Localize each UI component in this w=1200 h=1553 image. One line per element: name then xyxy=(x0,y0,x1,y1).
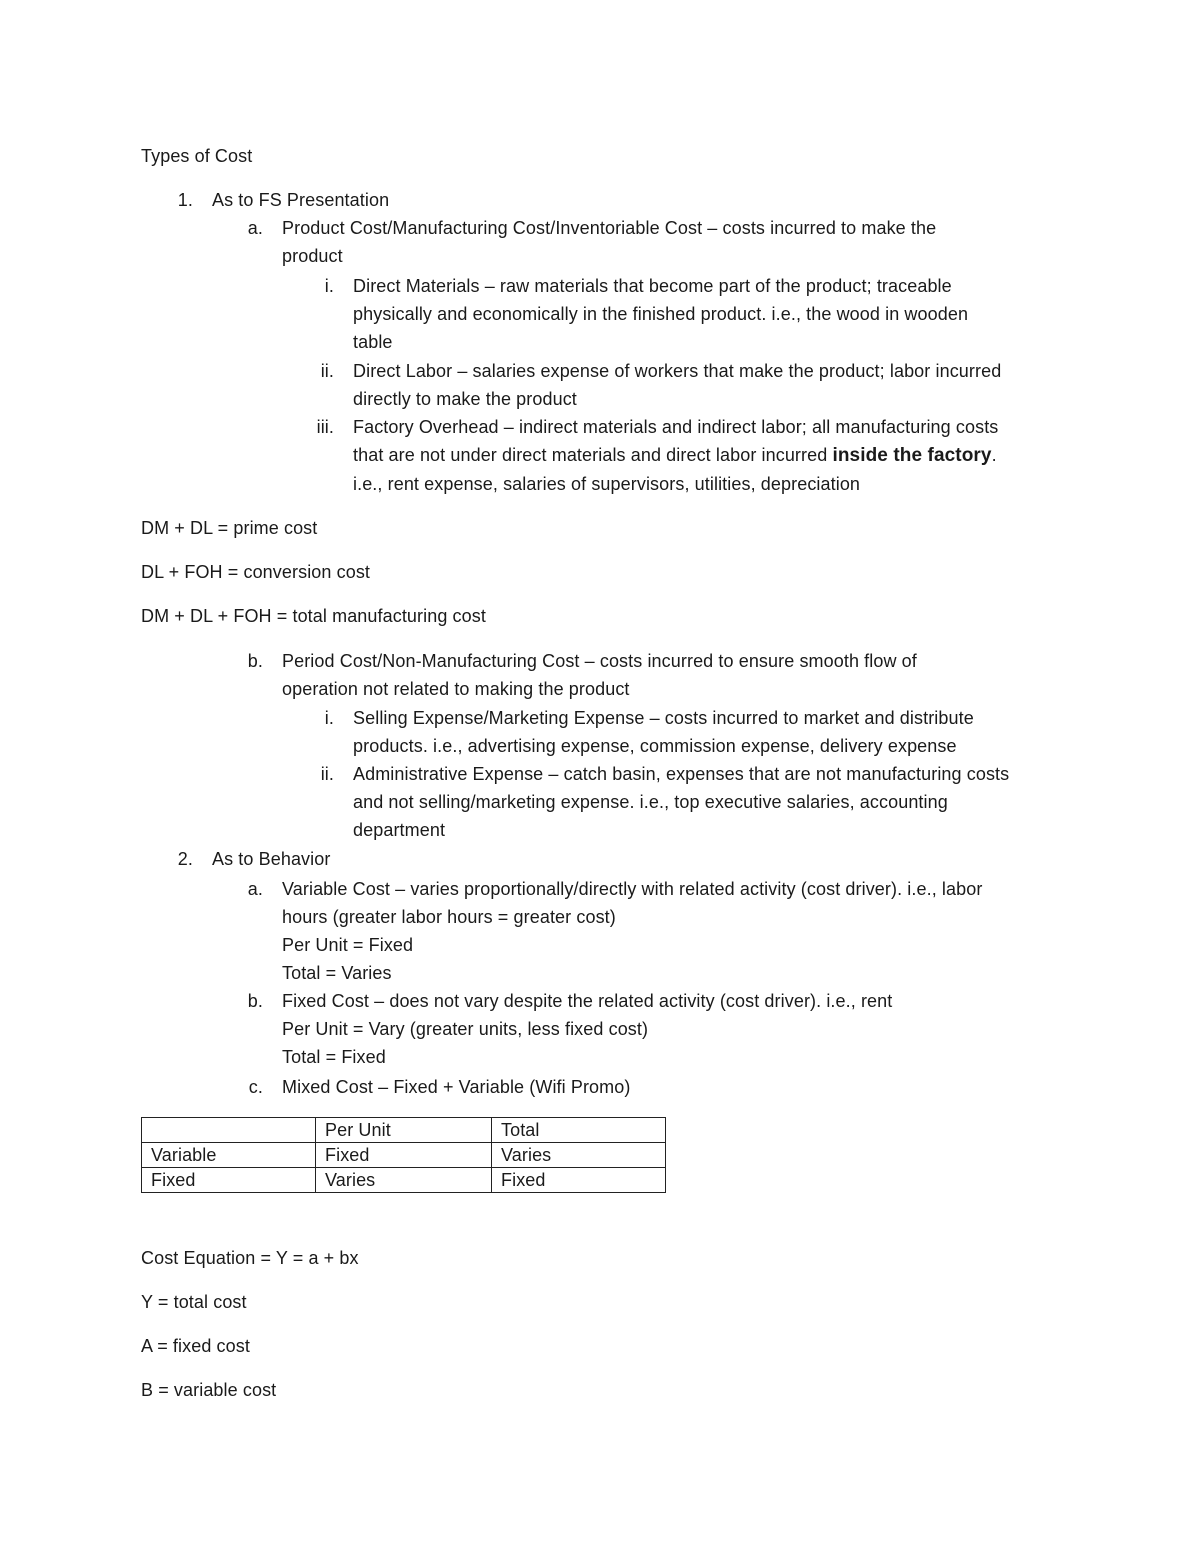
section-heading: As to Behavior xyxy=(212,849,331,869)
list-number: 1. xyxy=(177,190,193,210)
list-item-text: products. i.e., advertising expense, commission expense, delivery expense xyxy=(353,736,957,756)
list-item-text: Direct Materials – raw materials that become part of the product; traceable xyxy=(353,276,952,296)
list-marker: ii. xyxy=(320,361,334,381)
list-marker: a. xyxy=(247,879,263,899)
list-item-text: Variable Cost – varies proportionally/directly with related activity (cost driver). i.e., labor xyxy=(282,879,983,899)
list-item-text: directly to make the product xyxy=(353,389,577,409)
page-title: Types of Cost xyxy=(141,146,253,166)
list-item-text: Total = Varies xyxy=(282,963,392,983)
table-cell: Variable xyxy=(142,1143,316,1168)
table-cell: Varies xyxy=(316,1168,492,1193)
equation-definition: A = fixed cost xyxy=(141,1336,250,1356)
section-heading: As to FS Presentation xyxy=(212,190,390,210)
table-header-cell: Per Unit xyxy=(316,1118,492,1143)
equation-definition: B = variable cost xyxy=(141,1380,277,1400)
list-item-text: hours (greater labor hours = greater cost) xyxy=(282,907,616,927)
list-item-text: Product Cost/Manufacturing Cost/Inventoriable Cost – costs incurred to make the xyxy=(282,218,937,238)
list-item-text: Factory Overhead – indirect materials and indirect labor; all manufacturing costs xyxy=(353,417,999,437)
table-row xyxy=(142,1143,666,1168)
list-marker: b. xyxy=(247,651,263,671)
table-cell: Fixed xyxy=(142,1168,316,1193)
list-item-text: Period Cost/Non-Manufacturing Cost – costs incurred to ensure smooth flow of xyxy=(282,651,917,671)
table-header-cell xyxy=(142,1118,316,1143)
formula-conversion-cost: DL + FOH = conversion cost xyxy=(141,562,371,582)
text-run: . xyxy=(991,445,997,465)
list-item-text: i.e., rent expense, salaries of supervisors, utilities, depreciation xyxy=(353,474,861,494)
equation-definition: Y = total cost xyxy=(141,1292,247,1312)
list-marker: a. xyxy=(247,218,263,238)
list-marker: b. xyxy=(247,991,263,1011)
list-item-text: Total = Fixed xyxy=(282,1047,386,1067)
text-run: that are not under direct materials and direct labor incurred xyxy=(353,445,833,465)
table-cell: Fixed xyxy=(316,1143,492,1168)
list-marker: iii. xyxy=(316,417,334,437)
list-item-text: Administrative Expense – catch basin, expenses that are not manufacturing costs xyxy=(353,764,1010,784)
table-header-row xyxy=(142,1118,666,1143)
list-item-text: operation not related to making the product xyxy=(282,679,630,699)
table-row xyxy=(142,1168,666,1193)
formula-prime-cost: DM + DL = prime cost xyxy=(141,518,318,538)
list-item-text: and not selling/marketing expense. i.e., top executive salaries, accounting xyxy=(353,792,948,812)
list-item-text: Selling Expense/Marketing Expense – costs incurred to market and distribute xyxy=(353,708,974,728)
list-item-text xyxy=(353,442,997,469)
emphasis-text: inside the factory xyxy=(832,445,992,466)
table-cell: Varies xyxy=(492,1143,666,1168)
list-marker: i. xyxy=(324,708,334,728)
list-item-text: Per Unit = Fixed xyxy=(282,935,414,955)
list-item-text: Mixed Cost – Fixed + Variable (Wifi Promo) xyxy=(282,1077,631,1097)
list-marker: i. xyxy=(324,276,334,296)
cost-equation: Cost Equation = Y = a + bx xyxy=(141,1248,359,1268)
list-marker: c. xyxy=(248,1077,263,1097)
list-item-text: Per Unit = Vary (greater units, less fixed cost) xyxy=(282,1019,649,1039)
list-item-text: Direct Labor – salaries expense of workers that make the product; labor incurred xyxy=(353,361,1002,381)
list-item-text: table xyxy=(353,332,393,352)
table-cell: Fixed xyxy=(492,1168,666,1193)
table-header-cell: Total xyxy=(492,1118,666,1143)
list-marker: ii. xyxy=(320,764,334,784)
list-item-text: product xyxy=(282,246,343,266)
formula-total-manufacturing-cost: DM + DL + FOH = total manufacturing cost xyxy=(141,606,486,626)
list-number: 2. xyxy=(177,849,193,869)
list-item-text: physically and economically in the finished product. i.e., the wood in wooden xyxy=(353,304,969,324)
list-item-text: department xyxy=(353,820,446,840)
list-item-text: Fixed Cost – does not vary despite the related activity (cost driver). i.e., rent xyxy=(282,991,893,1011)
cost-behavior-table xyxy=(141,1117,666,1193)
